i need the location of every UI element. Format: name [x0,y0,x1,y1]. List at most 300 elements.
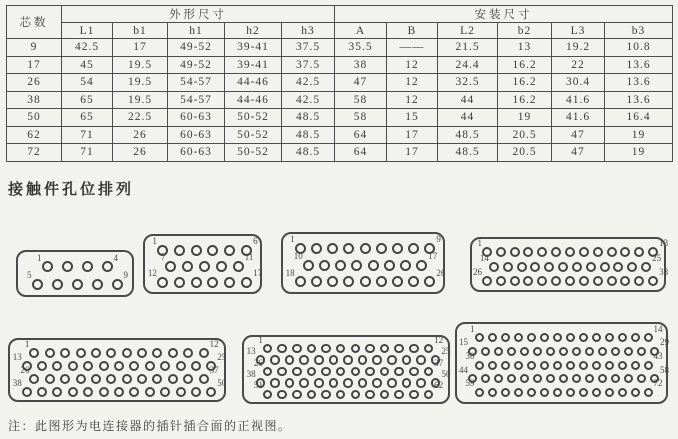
pin-hole [520,374,529,383]
pin-hole [409,344,419,354]
column-header: A [335,23,387,39]
pin-hole [559,374,568,383]
pin-hole [114,361,124,371]
pin-hole [551,247,561,257]
pin-hole [191,245,202,256]
pin-hole [380,390,390,400]
pin-hole [37,387,47,397]
pin-hole [68,387,78,397]
group-header: 外形尺寸 [62,6,335,23]
pin-hole [551,276,561,286]
pin-hole [624,374,633,383]
pin-hole [207,277,218,288]
cores-cell: 50 [7,109,62,127]
pin-hole [611,347,620,356]
pin-hole [152,348,162,358]
pin-hole [394,390,404,400]
pin-hole [566,333,575,342]
value-cell: 10.8 [605,39,673,57]
value-cell: 19.5 [113,91,168,109]
pin-hole [76,374,86,384]
pin-hole [507,347,516,356]
pin-hole [216,261,227,272]
pin-hole [634,247,644,257]
value-cell: 60-63 [168,109,225,127]
pin-hole [507,374,516,383]
pin-hole [83,361,93,371]
pin-hole [52,279,63,290]
pin-hole [99,387,109,397]
pin-number: 26 [253,357,263,368]
pin-hole [241,277,252,288]
pin-hole [648,276,658,286]
pin-hole [183,348,193,358]
value-cell: 26 [113,126,168,144]
pin-hole [488,388,497,397]
value-cell: 47 [552,144,605,162]
pin-number: 1 [477,238,482,249]
pin-hole [475,388,484,397]
value-cell: 48.5 [438,144,498,162]
pin-hole [311,243,322,254]
pin-hole [277,367,287,377]
pin-hole [409,390,419,400]
pin-number: 58 [660,364,669,375]
pin-hole [553,361,562,370]
pin-hole [191,277,202,288]
pin-hole [285,378,295,388]
pin-hole [92,279,103,290]
pin-hole [637,347,646,356]
pin-hole [618,388,627,397]
value-cell: 15 [387,109,438,127]
corner-header: 芯数 [7,6,62,39]
pin-hole [329,355,339,365]
pin-hole [544,262,554,272]
pin-hole [527,388,536,397]
cores-cell: 72 [7,144,62,162]
pin-number: 25 [652,252,662,263]
value-cell: 41.6 [552,109,605,127]
value-cell: 24.4 [438,56,498,74]
pin-hole [481,347,490,356]
pin-number: 17 [428,251,438,261]
pin-hole [579,247,589,257]
pin-number: 25 [217,351,227,362]
pin-hole [199,374,209,384]
pin-number: 11 [244,252,254,262]
value-cell: 22.5 [113,109,168,127]
pin-hole [517,262,527,272]
pin-hole [321,390,331,400]
pin-hole [351,390,361,400]
value-cell: 30.4 [552,74,605,92]
pin-hole [392,276,403,287]
pin-hole [22,387,32,397]
pin-hole [482,276,492,286]
pin-hole [585,374,594,383]
pin-hole [329,378,339,388]
column-header: L1 [62,23,113,39]
value-cell: 48.5 [438,126,498,144]
cores-cell: 17 [7,56,62,74]
pin-hole [533,347,542,356]
pin-hole [537,276,547,286]
value-cell: 37.5 [282,56,335,74]
pin-hole [207,245,218,256]
value-cell: 39-41 [225,56,282,74]
pin-hole [566,361,575,370]
pin-hole [384,260,395,271]
connector-38pin [470,237,669,292]
pin-hole [523,247,533,257]
pin-hole [176,387,186,397]
pin-hole [368,260,379,271]
pin-hole [503,262,513,272]
pin-number: 50 [217,377,227,388]
pin-number: 14 [653,323,663,334]
pin-hole [565,276,575,286]
group-header: 安装尺寸 [335,6,673,23]
value-cell: —— [387,39,438,57]
pin-hole [321,367,331,377]
pin-hole [152,374,162,384]
pin-hole [52,361,62,371]
pin-hole [494,374,503,383]
column-header: h2 [225,23,282,39]
pin-number: 29 [660,337,669,348]
pin-hole [631,361,640,370]
value-cell: 54-57 [168,74,225,92]
pin-hole [644,361,653,370]
pin-number: 38 [246,368,256,379]
pin-hole [559,347,568,356]
pin-hole [182,261,193,272]
cores-cell: 26 [7,74,62,92]
pin-hole [579,361,588,370]
value-cell: 19 [498,109,552,127]
pin-hole [270,378,280,388]
pin-number: 7 [160,252,166,262]
pin-hole [224,277,235,288]
pin-number: 43 [653,351,663,361]
pin-hole [145,387,155,397]
pin-hole [122,348,132,358]
pin-number: 6 [253,236,258,246]
pin-hole [114,387,124,397]
pin-hole [613,262,623,272]
pin-hole [605,388,614,397]
pin-number: 37 [209,364,219,375]
pin-hole [618,333,627,342]
pin-hole [32,279,43,290]
pin-number: 26 [472,266,482,277]
pin-hole [527,361,536,370]
pin-hole [336,390,346,400]
pin-hole [129,361,139,371]
pin-number: 12 [434,334,444,345]
pin-hole [424,390,434,400]
pin-hole [579,388,588,397]
value-cell: 13.6 [605,74,673,92]
pin-hole [336,344,346,354]
pin-hole [91,348,101,358]
pin-hole [224,245,235,256]
pin-hole [510,247,520,257]
pin-hole [45,348,55,358]
pin-hole [380,367,390,377]
value-cell: 60-63 [168,126,225,144]
value-cell: 49-52 [168,56,225,74]
pin-hole [475,361,484,370]
pin-hole [496,276,506,286]
pin-hole [145,361,155,371]
pin-hole [351,260,362,271]
pin-hole [641,262,651,272]
pin-hole [644,388,653,397]
pin-hole [579,276,589,286]
pin-hole [644,333,653,342]
pin-hole [514,388,523,397]
cores-cell: 62 [7,126,62,144]
pin-hole [307,344,317,354]
pin-hole [424,367,434,377]
connector-50pin [8,338,226,402]
pin-hole [263,367,273,377]
pin-hole [585,347,594,356]
pin-hole [592,333,601,342]
pin-hole [314,378,324,388]
value-cell: 32.5 [438,74,498,92]
pin-hole [579,333,588,342]
pin-hole [327,276,338,287]
pin-hole [496,247,506,257]
pin-number: 1 [258,334,263,345]
pin-hole [277,344,287,354]
value-cell: 48.5 [282,144,335,162]
pin-hole [277,390,287,400]
value-cell: 16.2 [498,91,552,109]
pin-number: 10 [293,251,303,261]
pin-hole [620,276,630,286]
pin-hole [112,279,123,290]
pin-number: 51 [253,380,263,391]
pin-number: 26 [436,267,446,278]
column-header: b1 [113,23,168,39]
pin-hole [372,355,382,365]
pin-hole [489,262,499,272]
value-cell: 50-52 [225,109,282,127]
pin-hole [303,260,314,271]
value-cell: 16.4 [605,109,673,127]
pin-hole [408,243,419,254]
value-cell: 16.2 [498,74,552,92]
pin-hole [319,260,330,271]
pin-hole [400,260,411,271]
pin-hole [360,276,371,287]
value-cell: 54-57 [168,91,225,109]
value-cell: 50-52 [225,126,282,144]
pin-number: 1 [290,234,295,245]
pin-hole [510,276,520,286]
pin-hole [631,388,640,397]
value-cell: 20.5 [498,126,552,144]
pin-hole [321,344,331,354]
pin-hole [624,347,633,356]
pin-hole [488,361,497,370]
pin-hole [60,374,70,384]
pin-hole [634,276,644,286]
pin-number: 13 [659,238,669,249]
pin-hole [292,344,302,354]
value-cell: 44-46 [225,74,282,92]
value-cell: 54 [62,74,113,92]
pin-number: 12 [147,268,157,278]
pin-hole [292,390,302,400]
pin-number: 12 [209,338,219,349]
pin-number: 1 [152,236,157,246]
pin-number: 1 [24,338,30,349]
pin-hole [122,374,132,384]
pin-hole [160,387,170,397]
pin-number: 25 [441,346,451,357]
pin-number: 72 [653,378,663,389]
pin-number: 1 [470,323,475,334]
pin-hole [565,247,575,257]
pin-hole [494,347,503,356]
value-cell: 42.5 [62,39,113,57]
column-header: h3 [282,23,335,39]
pin-hole [165,261,176,272]
pin-hole [91,374,101,384]
pin-hole [605,333,614,342]
pin-hole [553,388,562,397]
pin-hole [572,374,581,383]
pin-hole [336,367,346,377]
pin-number: 13 [246,346,256,357]
pin-hole [45,374,55,384]
pin-hole [607,276,617,286]
pin-hole [501,388,510,397]
pin-hole [387,355,397,365]
note-text: 注：此图形为电连接器的插针插合面的正视图。 [8,419,292,433]
pin-hole [360,243,371,254]
value-cell: 22 [552,56,605,74]
connector-9pin [16,250,134,297]
pin-hole [52,387,62,397]
pin-hole [307,367,317,377]
pin-number: 14 [479,252,489,263]
pin-hole [82,261,93,272]
pin-hole [129,387,139,397]
pin-hole [327,243,338,254]
pin-hole [514,361,523,370]
pin-number: 26 [20,364,30,375]
pin-number: 50 [441,368,451,379]
value-cell: 45 [62,56,113,74]
pin-hole [540,333,549,342]
value-cell: 41.6 [552,91,605,109]
value-cell: 47 [552,126,605,144]
pin-number: 62 [434,380,444,391]
pin-hole [72,279,83,290]
pin-hole [376,276,387,287]
connector-17pin [143,234,262,294]
section-title: 接触件孔位排列 [8,180,135,198]
pin-hole [263,344,273,354]
pin-number: 9 [436,234,441,245]
pin-hole [307,390,317,400]
pin-hole [618,361,627,370]
pin-hole [311,276,322,287]
pin-hole [416,378,426,388]
pin-hole [365,390,375,400]
pin-hole [530,262,540,272]
pin-number: 18 [285,267,295,278]
value-cell: 19.5 [113,74,168,92]
value-cell: 48.5 [282,126,335,144]
column-header: L3 [552,23,605,39]
value-cell: 39-41 [225,39,282,57]
pin-number: 38 [659,266,669,277]
value-cell: 20.5 [498,144,552,162]
pin-hole [481,374,490,383]
pin-hole [60,348,70,358]
pin-hole [99,361,109,371]
pin-hole [199,348,209,358]
pin-hole [42,261,53,272]
pin-hole [343,276,354,287]
pin-hole [566,388,575,397]
value-cell: 16.2 [498,56,552,74]
pin-hole [546,374,555,383]
pin-hole [631,333,640,342]
value-cell: 44 [438,91,498,109]
pin-hole [106,374,116,384]
connector-72pin [455,322,668,404]
pin-hole [358,355,368,365]
pin-hole [592,388,601,397]
pin-hole [37,361,47,371]
pin-hole [488,333,497,342]
pin-number: 13 [12,351,22,362]
pin-number: 38 [12,377,22,388]
value-cell: 64 [335,144,387,162]
pin-hole [365,367,375,377]
pin-hole [183,374,193,384]
pin-hole [523,276,533,286]
pin-hole [627,262,637,272]
pin-hole [83,387,93,397]
pin-hole [157,277,168,288]
value-cell: 50-52 [225,144,282,162]
value-cell: 13.6 [605,56,673,74]
value-cell: 19 [605,126,673,144]
pin-hole [408,276,419,287]
pin-hole [605,361,614,370]
pin-hole [553,333,562,342]
pin-number: 1 [37,252,42,263]
pin-hole [598,374,607,383]
pin-hole [174,277,185,288]
value-cell: 38 [335,56,387,74]
pin-number: 4 [113,252,118,263]
value-cell: 17 [113,39,168,57]
pin-hole [343,378,353,388]
pin-hole [343,243,354,254]
pin-number: 17 [253,268,263,278]
pin-hole [572,347,581,356]
